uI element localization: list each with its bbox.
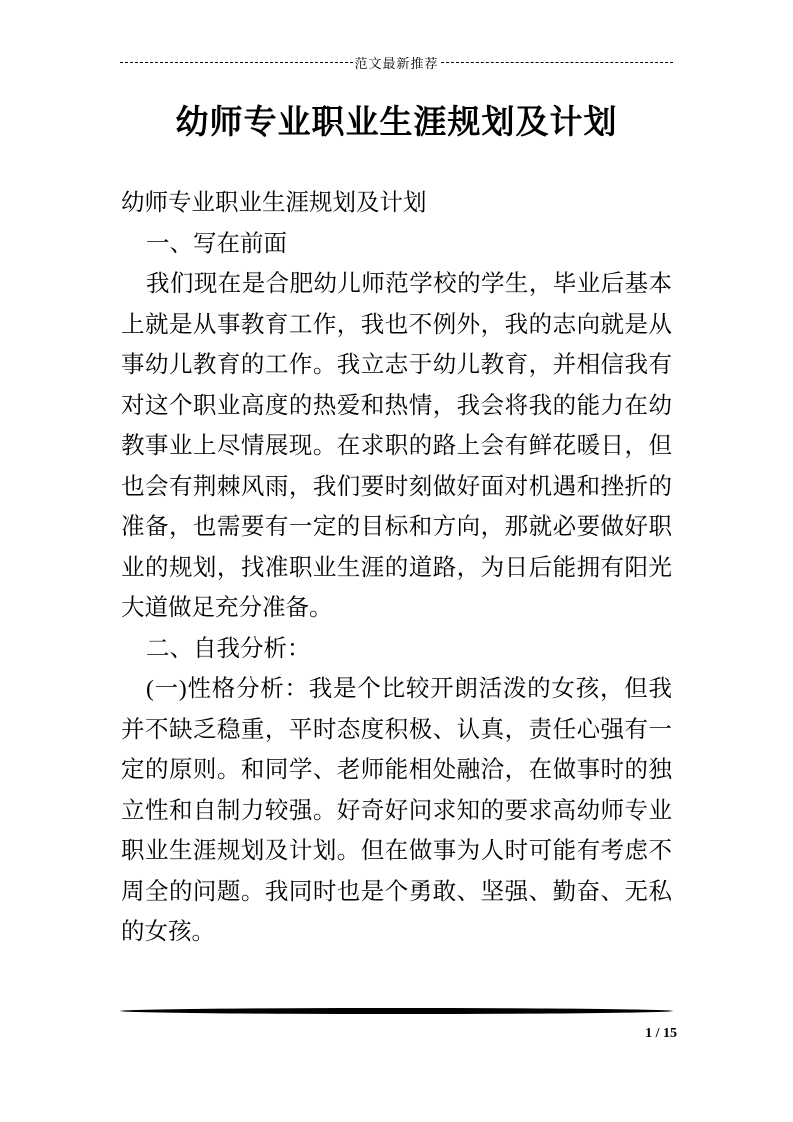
text-line: 职业生涯规划及计划。但在做事为人时可能有考虑不	[121, 838, 672, 864]
header-band	[120, 53, 673, 71]
section-heading: 一、写在前面	[146, 230, 287, 257]
text-line: 对这个职业高度的热爱和热情，我会将我的能力在幼	[121, 392, 672, 419]
text-line: 幼师专业职业生涯规划及计划	[121, 190, 427, 216]
text-line: 定的原则。和同学、老师能相处融洽，在做事时的独	[121, 757, 672, 783]
document-title: 幼师专业职业生涯规划及计划	[175, 103, 618, 140]
text-line: 大道做足充分准备。	[121, 595, 333, 621]
text-line: 周全的问题。我同时也是个勇敢、坚强、勤奋、无私	[121, 878, 672, 905]
text-line: 并不缺乏稳重，平时态度积极、认真，责任心强有一	[121, 716, 672, 743]
footer-divider-rule	[120, 1008, 673, 1014]
text-line: 也会有荆棘风雨，我们要时刻做好面对机遇和挫折的	[121, 473, 672, 500]
header-dash-left	[120, 62, 353, 63]
text-line: (一)性格分析：我是个比较开朗活泼的女孩，但我	[146, 676, 672, 702]
section-heading: 二、自我分析：	[146, 635, 311, 662]
text-line: 事幼儿教育的工作。我立志于幼儿教育，并相信我有	[121, 352, 672, 378]
text-line: 教事业上尽情展现。在求职的路上会有鲜花暖日，但	[121, 433, 672, 459]
text-line: 我们现在是合肥幼儿师范学校的学生，毕业后基本	[146, 271, 672, 297]
text-line: 准备，也需要有一定的目标和方向，那就必要做好职	[121, 514, 672, 540]
text-line: 的女孩。	[121, 919, 215, 945]
page-number: 1 / 15	[645, 1026, 677, 1041]
text-line: 业的规划，找准职业生涯的道路，为日后能拥有阳光	[121, 554, 672, 581]
header-band-label: 范文最新推荐	[354, 55, 439, 71]
header-dash-right	[441, 62, 674, 63]
body-text	[121, 183, 672, 953]
text-line: 上就是从事教育工作，我也不例外，我的志向就是从	[121, 311, 672, 338]
text-line: 立性和自制力较强。好奇好问求知的要求高幼师专业	[121, 797, 672, 824]
